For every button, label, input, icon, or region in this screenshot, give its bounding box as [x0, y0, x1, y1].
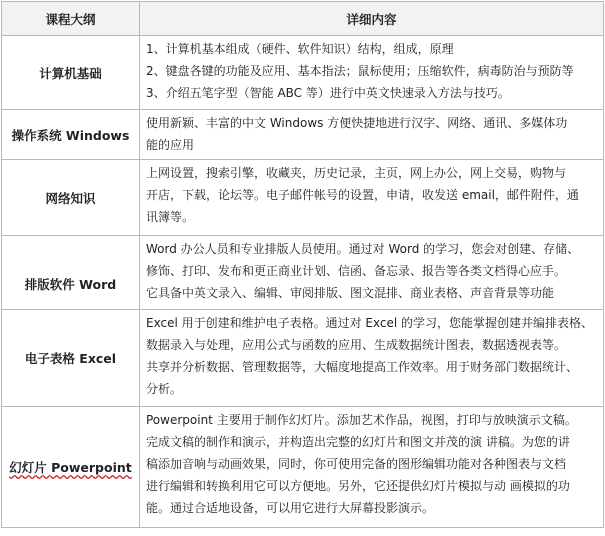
table-row	[2, 236, 604, 310]
detail-line: 上网设置，搜索引擎，收藏夹，历史记录，主页，网上办公，网上交易，购物与	[146, 166, 567, 180]
topic-powerpoint	[2, 407, 140, 528]
detail-line: 修饰、打印、发布和更正商业计划、信函、备忘录、报告等各类文档得心应手。	[146, 264, 567, 278]
detail-line: 使用新颖、丰富的中文 Windows 方便快捷地进行汉字、网络、通讯、多媒体功	[146, 116, 568, 130]
detail-line: 1、计算机基本组成（硬件、软件知识）结构，组成，原理	[146, 42, 454, 56]
detail-line: 开店，下载，论坛等。电子邮件帐号的设置，申请，收发送 email，邮件附件，通	[146, 188, 579, 202]
detail-line: 进行编辑和转换利用它可以方便地。另外，它还提供幻灯片模拟与动 画模拟的功	[146, 479, 570, 493]
detail-line: 2、键盘各键的功能及应用、基本指法；鼠标使用；压缩软件，病毒防治与预防等	[146, 64, 574, 78]
detail-line: 讯簿等。	[146, 210, 195, 224]
table-row	[2, 36, 604, 110]
detail-line: 稿添加音响与动画效果，同时，你可使用完备的图形编辑功能对各种图表与文档	[146, 457, 567, 471]
details-computer-basics	[140, 36, 604, 110]
table-row	[2, 310, 604, 407]
topic-computer-basics: 计算机基础	[2, 36, 140, 110]
topic-word: 排版软件 Word	[2, 236, 140, 310]
detail-line: Word 办公人员和专业排版人员使用。通过对 Word 的学习，您会对创建、存储、	[146, 242, 580, 256]
table-row	[2, 110, 604, 160]
details-windows	[140, 110, 604, 160]
detail-line: 完成文稿的制作和演示，并构造出完整的幻灯片和图文并茂的演 讲稿。为您的讲	[146, 435, 570, 449]
detail-line: 3、介绍五笔字型（智能 ABC 等）进行中英文快速录入方法与技巧。	[146, 86, 510, 100]
table-row	[2, 160, 604, 236]
topic-excel: 电子表格 Excel	[2, 310, 140, 407]
detail-line: 分析。	[146, 382, 183, 396]
details-excel	[140, 310, 604, 407]
details-network	[140, 160, 604, 236]
detail-line: 数据录入与处理，应用公式与函数的应用、生成数据统计图表，数据透视表等。	[146, 338, 567, 352]
detail-line: 共享并分析数据、管理数据等，大幅度地提高工作效率。用于财务部门数据统计、	[146, 360, 579, 374]
detail-line: Powerpoint 主要用于制作幻灯片。添加艺术作品，视图，打印与放映演示文稿。	[146, 413, 577, 427]
table-row	[2, 407, 604, 528]
topic-network: 网络知识	[2, 160, 140, 236]
detail-line: 它具备中英文录入、编辑、审阅排版、图文混排、商业表格、声音背景等功能	[146, 286, 555, 300]
detail-line: 能的应用	[146, 138, 195, 152]
details-powerpoint	[140, 407, 604, 528]
header-outline: 课程大纲	[2, 2, 140, 36]
detail-line: Excel 用于创建和维护电子表格。通过对 Excel 的学习，您能掌握创建并编排表格、	[146, 316, 594, 330]
course-outline-table	[1, 1, 604, 528]
details-word	[140, 236, 604, 310]
topic-windows: 操作系统 Windows	[2, 110, 140, 160]
table-header-row	[2, 2, 604, 36]
header-details: 详细内容	[140, 2, 604, 36]
topic-powerpoint-label: 幻灯片 Powerpoint	[9, 460, 132, 475]
detail-line: 能。通过合适地设备，可以用它进行大屏幕投影演示。	[146, 501, 435, 515]
